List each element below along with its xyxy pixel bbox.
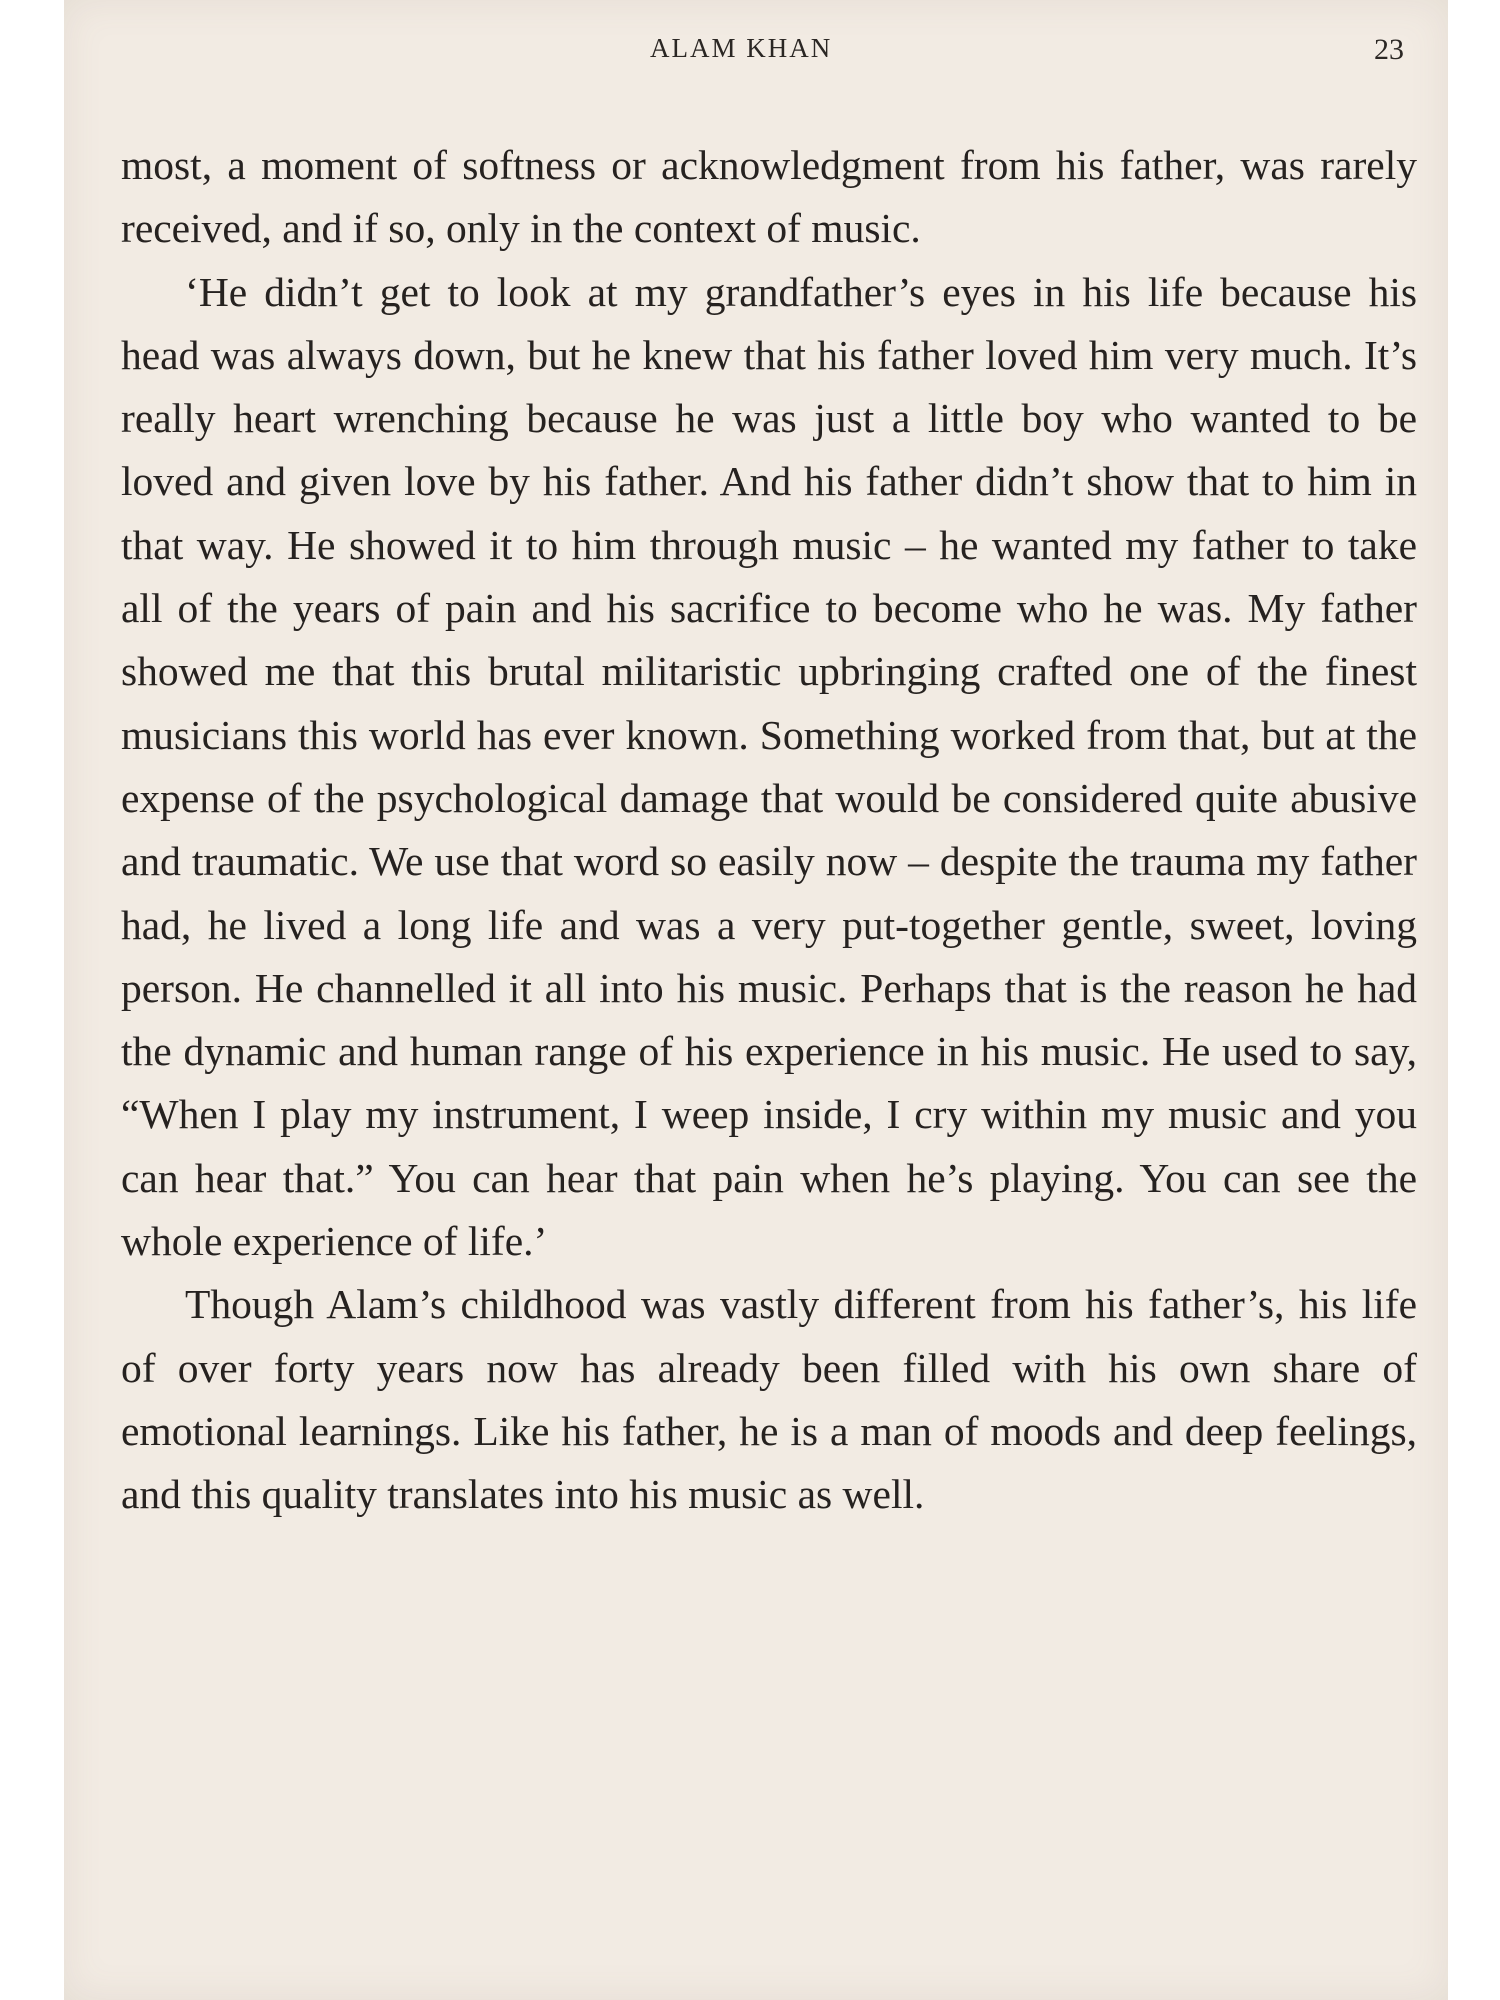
- body-text: [121, 134, 1417, 1527]
- paragraph-continuation: most, a moment of softness or acknowledgment from his father, was rarely received, and if so, only in the context of music.: [121, 142, 1417, 252]
- page-number: 23: [1374, 33, 1404, 66]
- paragraph-quote: ‘He didn’t get to look at my grandfather’s eyes in his life because his head was always down, but he knew that his father loved him very much. It’s really heart wrenching because he was just a little boy who wanted to be loved and given love by his father. And his father didn’t show that to him in that way. He showed it to him through music – he wanted my father to take all of the years of pain and his sacrifice to become who he was. My father showed me that this brutal militaristic upbringing crafted one of the finest musicians this world has ever known. Something worked from that, but at the expense of the psychological damage that would be considered quite abusive and traumatic. We use that word so easily now – despite the trauma my father had, he lived a long life and was a very put-together gentle, sweet, loving person. He channelled it all into his music. Perhaps that is the reason he had the dynamic and human range of his experience in his music. He used to say, “When I play my instrument, I weep inside, I cry within my music and you can hear that.” You can hear that pain when he’s playing. You can see the whole experience of life.’: [121, 268, 1417, 1265]
- paragraph-closing: Though Alam’s childhood was vastly different from his father’s, his life of over forty years now has already been filled with his own share of emotional learnings. Like his father, he is a man of moods and deep feelings, and this quality translates into his music as well.: [121, 1281, 1417, 1518]
- running-head: [64, 33, 1448, 73]
- running-title: ALAM KHAN: [650, 33, 833, 63]
- book-page: [64, 0, 1448, 2000]
